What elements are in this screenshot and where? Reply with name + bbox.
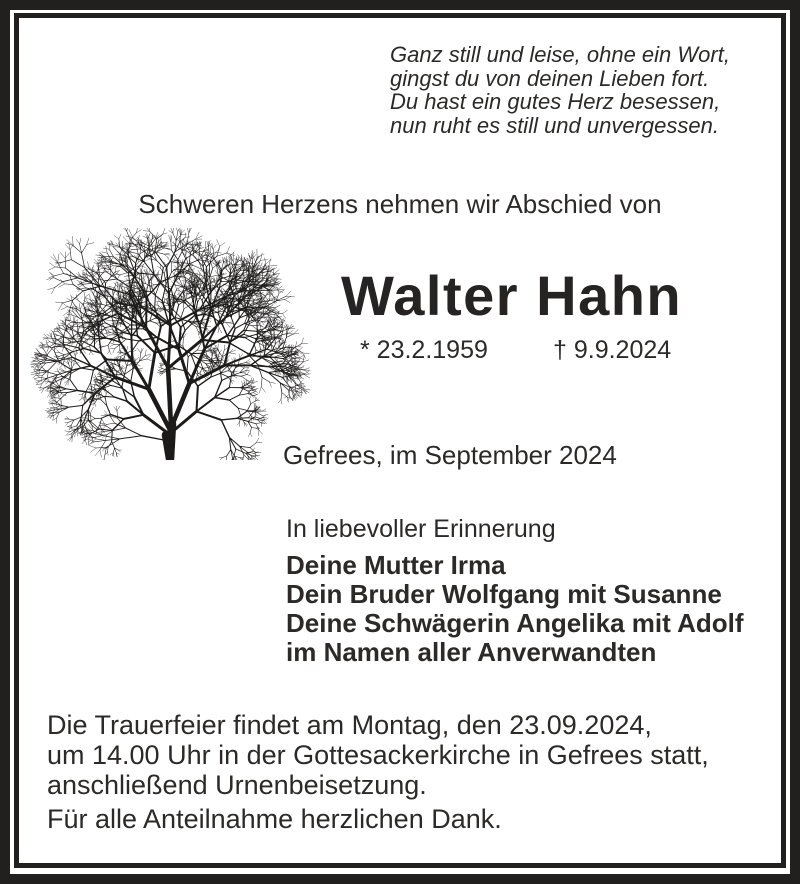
verse-line: Du hast ein gutes Herz besessen, <box>390 89 721 114</box>
verse-line: Ganz still und leise, ohne ein Wort, <box>390 42 730 67</box>
bare-tree-silhouette-icon <box>30 228 314 460</box>
mourners-list <box>286 551 744 667</box>
remembrance-heading: In liebevoller Erinnerung <box>286 515 556 543</box>
funeral-line: Die Trauerfeier findet am Montag, den 23.09.2024, <box>47 710 652 740</box>
birth-date: * 23.2.1959 <box>360 336 488 364</box>
funeral-details <box>47 710 709 800</box>
memorial-verse <box>390 43 730 137</box>
funeral-line: um 14.00 Uhr in der Gottesackerkirche in Gefrees statt, <box>47 740 709 770</box>
deceased-name: Walter Hahn <box>341 264 683 327</box>
death-date: † 9.9.2024 <box>553 336 672 364</box>
mourner-line: Deine Mutter Irma <box>286 550 506 580</box>
verse-line: gingst du von deinen Lieben fort. <box>390 65 710 91</box>
mourner-line: im Namen aller Anverwandten <box>286 637 657 667</box>
thanks-line: Für alle Anteilnahme herzlichen Dank. <box>47 804 502 834</box>
mourner-line: Dein Bruder Wolfgang mit Susanne <box>286 579 722 609</box>
funeral-line: anschließend Urnenbeisetzung. <box>47 770 427 800</box>
mourner-line: Deine Schwägerin Angelika mit Adolf <box>286 608 744 638</box>
verse-line: nun ruht es still und unvergessen. <box>390 112 719 138</box>
place-and-month-line: Gefrees, im September 2024 <box>283 440 617 470</box>
farewell-intro-line: Schweren Herzens nehmen wir Abschied von <box>138 189 662 219</box>
